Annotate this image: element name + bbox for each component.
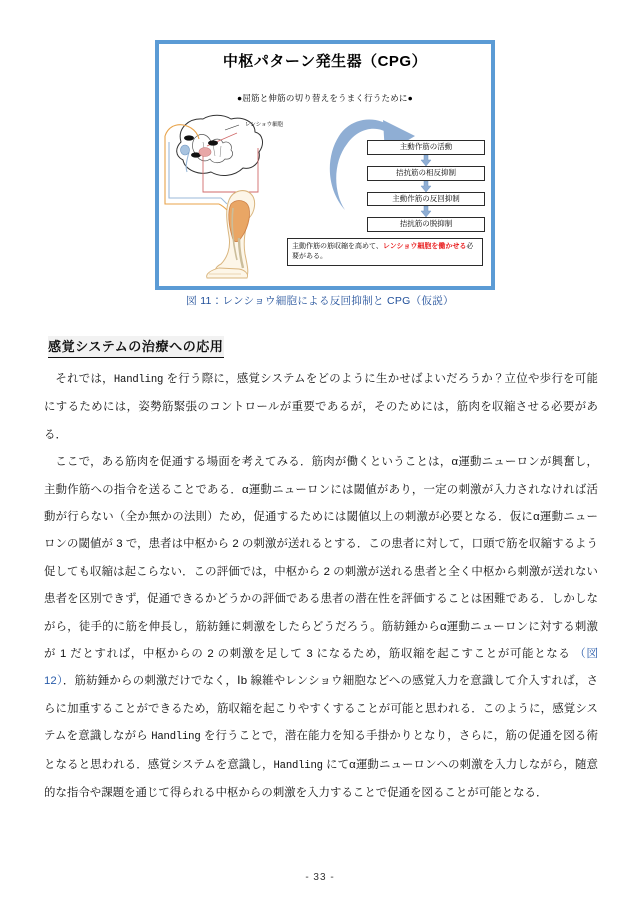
paragraph-2 [44, 449, 598, 807]
flow-connector-1 [367, 155, 485, 166]
p2-text-c: を行うことで，潜在能力を知る手掛かりとなり，さらに，筋の促通を図る術となると思われる．感覚システムを意識し， [44, 730, 598, 771]
body-content [44, 366, 598, 808]
p2-text-b: ．筋紡錘からの刺激だけでなく，Ⅰb 線維やレンショウ細胞などへの感覚入力を意識して介入すれば，さらに加重することができるため，筋収縮を起こりやすくすることが可能と思われる．このように，感覚システムを意識しながら [44, 675, 599, 743]
flow-box-1: 主動作筋の活動 [367, 140, 485, 155]
note-highlight-text: レンショウ細胞を働かせる [382, 243, 467, 250]
page-number: - 33 - [305, 872, 335, 883]
flow-box-4: 拮抗筋の脱抑制 [367, 217, 485, 232]
figure-note-box [287, 238, 483, 266]
p2-term-handling-3: Handling [273, 759, 323, 772]
paragraph-1 [44, 366, 598, 449]
figure-caption: 図 11：レンショウ細胞による反回抑制と CPG（仮説） [186, 295, 454, 307]
section-heading: 感覚システムの治療への応用 [48, 336, 224, 358]
note-lead-text: 主動作筋の筋収縮を高めて、 [292, 243, 383, 250]
flow-connector-3 [367, 206, 485, 217]
flow-connector-2 [367, 181, 485, 192]
flow-list [367, 140, 485, 232]
p2-text-d: にてα運動ニューロンへの刺激を入力しながら，随意的な指令や課題を通じて得られる中枢からの刺激を入力することで促通を図ることが可能となる． [44, 758, 598, 800]
p1-text-a: それでは， [55, 373, 114, 385]
p1-term-handling: Handling [113, 374, 164, 386]
p2-text-a: ここで，ある筋肉を促通する場面を考えてみる．筋肉が働くということは，α運動ニューロンが興奮し，主動作筋への指令を送ることである．α運動ニューロンには閾値があり，一定の刺激が入力されなければ活動が行らない（全か無かの法則）ため，促通するためには閾値以上の刺激が必要となる．仮にα運動ニューロンの閾値が 3 で，患者は中枢から 2 の刺激が送れるとする．この患者に対して，口頭で筋を収縮するよう促しても収縮は起こらない．この評価では，中枢から 2 の刺激が送れる患者と全く中枢から刺激が送れない患者を区別できず，促通できるかどうかの評価である患者の潜在性を評価することは困難である．しかしながら，徒手的に筋を伸長し，筋紡錘に刺激をしたらどうだろう。筋紡錘からα運動ニューロンに対する刺激が 1 だとすれば，中枢からの 2 の刺激を足して 3 になるため，筋収縮を起こすことが可能となる [44, 456, 598, 661]
figure-title: 中枢パターン発生器（CPG） [222, 53, 428, 70]
flow-box-3: 主動作筋の反回抑制 [367, 192, 485, 207]
figure-12-reference[interactable]: （図 12） [44, 648, 598, 688]
p2-term-handling-2: Handling [151, 731, 201, 744]
figure-subtitle: ●屈筋と伸筋の切り替えをうまく行うために● [237, 93, 413, 103]
renshaw-cell-label: レンショウ細胞 [245, 122, 284, 128]
p1-text-b: を行う際に，感覚システムをどのように生かせばよいだろうか？立位や歩行を可能にするためには，姿勢筋緊張のコントロールが重要であるが，そのためには，筋肉を収縮させる必要がある． [44, 373, 598, 441]
figure-11 [155, 40, 495, 290]
flow-box-2: 拮抗筋の相反抑制 [367, 166, 485, 181]
note-tail-text: 必要がある。 [292, 243, 474, 261]
